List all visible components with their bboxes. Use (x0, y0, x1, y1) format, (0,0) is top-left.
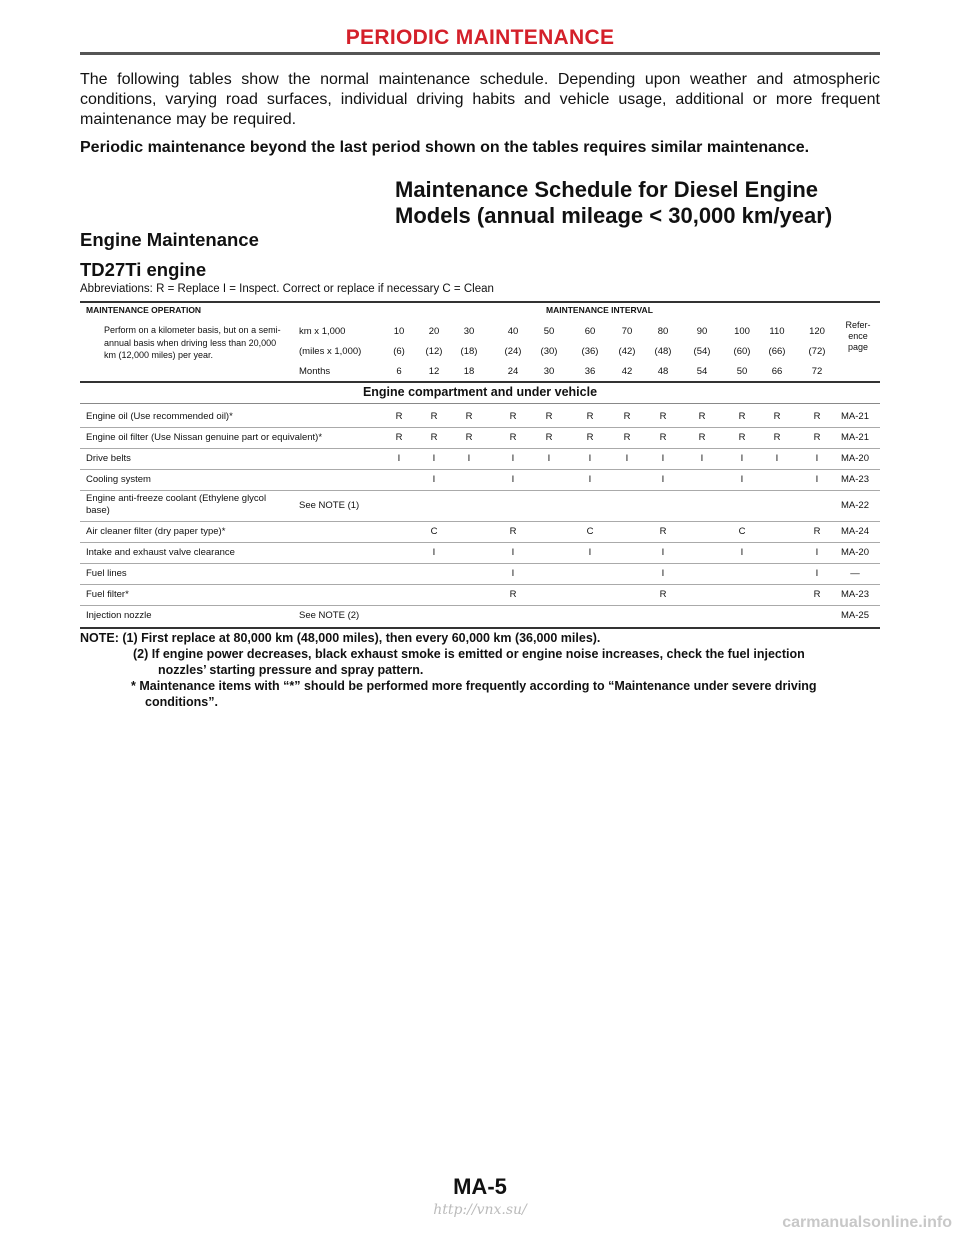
intro-paragraph: The following tables show the normal maintenance schedule. Depending upon weather and atmospheric conditions, varying road surfaces, individual driving habits and vehicle usage, additional or more frequent maintenance may be required. (80, 71, 880, 128)
header-rule (80, 52, 880, 55)
row-reference: MA-20 (841, 452, 869, 464)
abbreviations-line: Abbreviations: R = Replace I = Inspect. Correct or replace if necessary C = Clean (80, 283, 494, 295)
row-cell: R (586, 431, 594, 443)
row-label-miles: (miles x 1,000) (299, 346, 362, 357)
row-cell: I (588, 452, 592, 464)
row-cell: R (738, 431, 746, 443)
row-cell: R (813, 431, 821, 443)
note-3-line1: * Maintenance items with “*” should be performed more frequently according to “Maintenance under severe driving (131, 679, 817, 693)
row-cell: R (395, 431, 403, 443)
interval-months-3: 24 (507, 366, 519, 377)
row-cell: R (698, 410, 706, 422)
interval-miles-3: (24) (504, 346, 522, 357)
row-cell: R (659, 588, 667, 600)
interval-header: MAINTENANCE INTERVAL (546, 305, 653, 315)
row-cell: R (465, 431, 473, 443)
row-cell: R (430, 410, 438, 422)
row-cell: I (661, 452, 665, 464)
interval-miles-5: (36) (581, 346, 599, 357)
row-reference: MA-22 (841, 499, 869, 511)
row-divider (80, 469, 880, 470)
interval-months-10: 66 (771, 366, 783, 377)
interval-km-3: 40 (507, 326, 519, 337)
row-cell: R (623, 410, 631, 422)
row-cell: R (659, 525, 667, 537)
row-label: Drive belts (86, 452, 131, 464)
row-reference: MA-23 (841, 588, 869, 600)
row-cell: R (545, 410, 553, 422)
row-cell: I (588, 473, 592, 485)
row-label: Engine oil filter (Use Nissan genuine part or equivalent)* (86, 431, 323, 443)
row-label: Fuel filter* (86, 588, 129, 600)
page-header-title: PERIODIC MAINTENANCE (345, 26, 615, 49)
interval-miles-2: (18) (460, 346, 478, 357)
interval-months-7: 48 (657, 366, 669, 377)
row-cell: I (511, 567, 515, 579)
interval-km-8: 90 (696, 326, 708, 337)
row-cell: I (547, 452, 551, 464)
row-cell: C (738, 525, 746, 537)
interval-months-6: 42 (621, 366, 633, 377)
row-label: Fuel lines (86, 567, 127, 579)
row-cell: I (740, 473, 744, 485)
interval-miles-6: (42) (618, 346, 636, 357)
note-1: NOTE: (1) First replace at 80,000 km (48,000 miles), then every 60,000 km (36,000 miles). (80, 631, 601, 645)
row-cell: I (397, 452, 401, 464)
op-header: MAINTENANCE OPERATION (86, 305, 202, 315)
row-divider (80, 521, 880, 522)
row-cell: I (511, 473, 515, 485)
row-note: See NOTE (1) (299, 499, 360, 511)
header-bottom-rule (80, 381, 880, 383)
interval-months-2: 18 (463, 366, 475, 377)
row-note: See NOTE (2) (299, 610, 360, 621)
schedule-title-line2: Models (annual mileage < 30,000 km/year) (395, 203, 833, 228)
interval-miles-7: (48) (654, 346, 672, 357)
row-cell: I (467, 452, 471, 464)
interval-miles-11: (72) (808, 346, 826, 357)
interval-km-1: 20 (428, 326, 440, 337)
row-reference: MA-21 (841, 410, 869, 422)
row-cell: I (588, 546, 592, 558)
interval-km-6: 70 (621, 326, 633, 337)
intro-bold-paragraph: Periodic maintenance beyond the last period shown on the tables requires similar maintenance. (80, 139, 810, 156)
row-cell: R (509, 431, 517, 443)
row-divider (80, 563, 880, 564)
table-top-rule (80, 301, 880, 303)
interval-miles-10: (66) (768, 346, 786, 357)
row-cell: I (432, 546, 436, 558)
row-divider (80, 490, 880, 491)
row-cell: I (432, 473, 436, 485)
schedule-title-line1: Maintenance Schedule for Diesel Engine (395, 177, 818, 202)
interval-km-0: 10 (393, 326, 405, 337)
op-description: Perform on a kilometer basis, but on a semi-annual basis when driving less than 20,000 km (12,000 miles) per year. (104, 325, 281, 360)
section-title: Engine Maintenance (80, 229, 259, 250)
interval-km-5: 60 (584, 326, 596, 337)
row-cell: R (773, 431, 781, 443)
interval-km-4: 50 (543, 326, 555, 337)
footer-url-link[interactable]: http://vnx.su/ (433, 1202, 527, 1218)
row-cell: R (430, 431, 438, 443)
row-cell: R (509, 410, 517, 422)
row-reference: MA-21 (841, 431, 869, 443)
row-cell: R (813, 525, 821, 537)
group-rule (80, 403, 880, 404)
row-cell: R (698, 431, 706, 443)
interval-miles-8: (54) (693, 346, 711, 357)
page-number: MA-5 (453, 1174, 507, 1199)
row-divider (80, 605, 880, 606)
interval-months-0: 6 (396, 366, 402, 377)
row-cell: I (815, 473, 819, 485)
row-reference: MA-20 (841, 546, 869, 558)
schedule-title (395, 177, 832, 229)
group-title: Engine compartment and under vehicle (362, 385, 598, 399)
row-label: Engine anti-freeze coolant (Ethylene glycol base) (86, 493, 267, 516)
note-2-line1: (2) If engine power decreases, black exhaust smoke is emitted or engine noise increases, check the fuel injection (133, 647, 805, 661)
row-cell: R (623, 431, 631, 443)
note-2-line2: nozzles’ starting pressure and spray pattern. (158, 663, 424, 677)
interval-months-9: 50 (736, 366, 748, 377)
row-reference: MA-23 (841, 473, 869, 485)
row-cell: I (775, 452, 779, 464)
row-cell: I (661, 567, 665, 579)
row-cell: I (740, 546, 744, 558)
row-cell: R (738, 410, 746, 422)
row-cell: R (659, 410, 667, 422)
row-divider (80, 427, 880, 428)
interval-months-8: 54 (696, 366, 708, 377)
row-cell: C (430, 525, 438, 537)
interval-km-10: 110 (769, 326, 785, 337)
row-divider (80, 542, 880, 543)
row-reference: MA-24 (841, 525, 869, 537)
row-cell: I (740, 452, 744, 464)
row-cell: R (465, 410, 473, 422)
row-cell: R (395, 410, 403, 422)
row-reference: MA-25 (841, 610, 869, 621)
watermark: carmanualsonline.info (782, 1214, 952, 1231)
row-label-months: Months (299, 366, 331, 377)
interval-km-2: 30 (463, 326, 475, 337)
row-cell: R (509, 588, 517, 600)
row-cell: R (586, 410, 594, 422)
row-label: Cooling system (86, 473, 151, 485)
row-cell: R (509, 525, 517, 537)
row-label: Injection nozzle (86, 610, 152, 621)
interval-miles-1: (12) (425, 346, 443, 357)
row-cell: I (432, 452, 436, 464)
row-label-km: km x 1,000 (299, 326, 346, 337)
row-cell: R (813, 588, 821, 600)
interval-months-5: 36 (584, 366, 596, 377)
row-label: Air cleaner filter (dry paper type)* (86, 525, 226, 537)
row-cell: I (815, 452, 819, 464)
row-cell: I (815, 567, 819, 579)
row-divider (80, 584, 880, 585)
interval-miles-9: (60) (733, 346, 751, 357)
row-cell: R (659, 431, 667, 443)
interval-miles-0: (6) (393, 346, 405, 357)
row-cell: I (625, 452, 629, 464)
row-cell: I (661, 546, 665, 558)
row-cell: R (813, 410, 821, 422)
row-label: Intake and exhaust valve clearance (86, 546, 235, 558)
interval-miles-4: (30) (540, 346, 558, 357)
row-cell: I (661, 473, 665, 485)
engine-title: TD27Ti engine (80, 259, 207, 280)
interval-km-9: 100 (734, 326, 750, 337)
interval-months-1: 12 (428, 366, 440, 377)
note-3-line2: conditions”. (145, 695, 218, 709)
interval-km-11: 120 (809, 326, 825, 337)
row-cell: R (773, 410, 781, 422)
row-reference: — (850, 567, 860, 579)
interval-months-11: 72 (811, 366, 823, 377)
row-cell: R (545, 431, 553, 443)
row-divider (80, 448, 880, 449)
table-bottom-rule (80, 627, 880, 629)
row-cell: I (815, 546, 819, 558)
reference-page-header: Refer- ence page (845, 320, 871, 352)
row-label: Engine oil (Use recommended oil)* (86, 410, 233, 422)
row-cell: C (586, 525, 594, 537)
row-cell: I (511, 546, 515, 558)
interval-km-7: 80 (657, 326, 669, 337)
interval-months-4: 30 (543, 366, 555, 377)
row-cell: I (511, 452, 515, 464)
row-cell: I (700, 452, 704, 464)
